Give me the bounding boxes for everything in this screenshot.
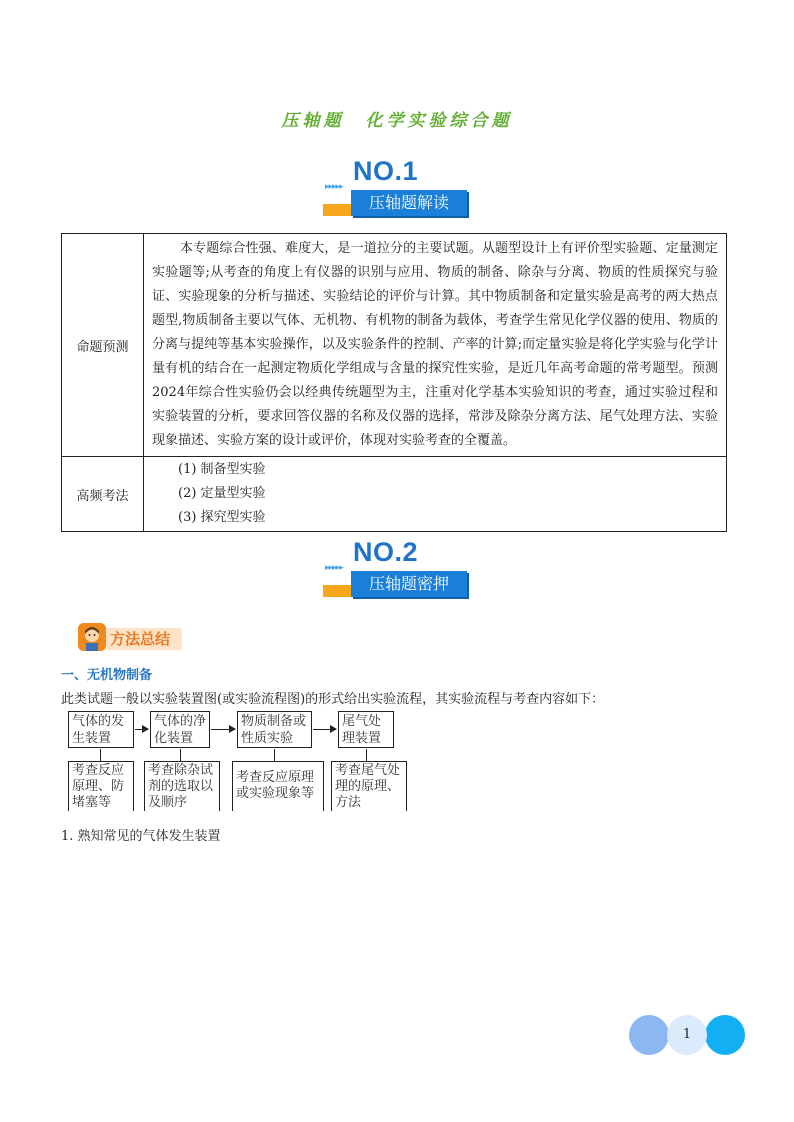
list-item: 1. 熟知常见的气体发生装置 bbox=[61, 829, 221, 844]
table-row bbox=[62, 457, 727, 532]
list-item: (3) 探究型实验 bbox=[178, 510, 266, 525]
flow-arrow bbox=[135, 729, 148, 730]
intro-text: 此类试题一般以实验装置图(或实验流程图)的形式给出实验流程，其实验流程与考查内容如下： bbox=[61, 692, 605, 707]
info-table bbox=[61, 233, 727, 532]
flow-step-gas-generation: 气体的发 生装置 bbox=[68, 711, 134, 748]
method-summary-badge bbox=[78, 623, 182, 653]
page-number: 1 bbox=[667, 1015, 707, 1055]
section-label: 压轴题密押 bbox=[351, 571, 467, 597]
flow-step-tail-gas-treatment: 尾气处 理装置 bbox=[338, 711, 394, 748]
prediction-text: 本专题综合性强、难度大，是一道拉分的主要试题。从题型设计上有评价型实验题、定量测定实验题等;从考查的角度上有仪器的识别与应用、物质的制备、除杂与分离、物质的性质探究与验证、实验现象的分析与描述、实验结论的评价与计算。其中物质制备和定量实验是高考的两大热点题型,物质制备主要以气体、无机物、有机物的制备为载体，考查学生常见化学仪器的使用、物质的分离与提纯等基本实验操作，以及实验条件的控制、产率的计算;而定量实验是将化学实验与化学计量有机的结合在一起测定物质化学组成与含量的探究性实验，是近几年高考命题的常考题型。预测2024年综合性实验仍会以经典传统题型为主，注重对化学基本实验知识的考查，通过实验过程和实验装置的分析，要求回答仪器的名称及仪器的选择，常涉及除杂分离方法、尾气处理方法、实验现象描述、实验方案的设计或评价，体现对实验考查的全覆盖。 bbox=[152, 241, 718, 448]
flow-note-preparation: 考查反应原理 或实验现象等 bbox=[232, 761, 324, 811]
list-item: (2) 定量型实验 bbox=[178, 486, 266, 501]
subheading: 一、无机物制备 bbox=[61, 668, 153, 683]
flow-note-tail-gas: 考查尾气处 理的原理、 方法 bbox=[331, 761, 407, 811]
flow-arrow bbox=[313, 729, 336, 730]
flow-note-purification: 考查除杂试 剂的选取以 及顺序 bbox=[144, 761, 220, 811]
list-item: (1) 制备型实验 bbox=[178, 462, 266, 477]
row-body-exam-methods bbox=[144, 457, 727, 532]
row-body-prediction bbox=[144, 234, 727, 457]
section-header-2 bbox=[323, 537, 473, 599]
section-number: NO.1 bbox=[353, 156, 419, 186]
flow-note-generation: 考查反应 原理、防 堵塞等 bbox=[68, 761, 134, 811]
double-chevron-arrows-icon: ▸▸▸▸▸ bbox=[325, 563, 343, 573]
table-row bbox=[62, 234, 727, 457]
teacher-avatar-icon bbox=[78, 623, 106, 651]
flow-step-gas-purification: 气体的净 化装置 bbox=[150, 711, 210, 748]
flow-step-preparation-or-property: 物质制备或 性质实验 bbox=[237, 711, 312, 748]
section-label: 压轴题解读 bbox=[351, 190, 467, 216]
document-title: 压轴题 化学实验综合题 bbox=[281, 111, 513, 131]
section-number: NO.2 bbox=[353, 537, 419, 567]
double-chevron-arrows-icon: ▸▸▸▸▸ bbox=[325, 182, 343, 192]
method-summary-label: 方法总结 bbox=[110, 630, 171, 648]
row-label-exam-methods: 高频考法 bbox=[62, 457, 144, 532]
flow-arrow bbox=[211, 729, 235, 730]
row-label-prediction: 命题预测 bbox=[62, 234, 144, 457]
section-header-1 bbox=[323, 156, 473, 218]
page-number-badge bbox=[629, 1015, 745, 1055]
